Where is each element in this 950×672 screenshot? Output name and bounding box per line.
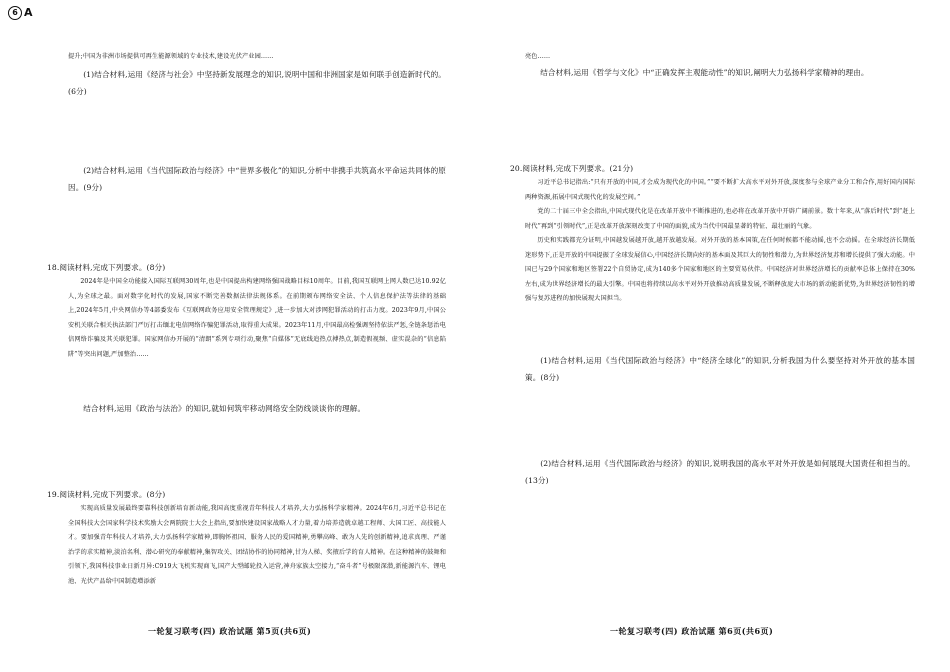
q18-req-text: 结合材料,运用《政治与法治》的知识,就如何筑牢移动网络安全防线谈谈你的理解。 — [83, 404, 366, 413]
q19-material-text: 实现高质量发展最终要靠科技创新培育新动能,我国高度重视青年科技人才培养,大力弘扬科学家精神。2024年6月,习近平总书记在全国科技大会国家科学技术奖励大会两院院士大会上指出,要加快建设国家战略人才力量,着力培养造就卓越工程师、大国工匠、高技能人才。要加强青年科技人才培养,大力弘扬科学家精神,即胸怀祖国、服务人民的爱国精神,勇攀高峰、敢为人先的创新精神,追求真理、严谨治学的求实精神,淡泊名利、潜心研究的奉献精神,集智攻关、团结协作的协同精神,甘为人梯、奖掖后学的育人精神。在这种精神的鼓舞和引领下,我国科技事业日新月异:C919大飞机实现商飞,国产大型邮轮投入运营,神舟家族太空接力,“奋斗者”号极限深潜,新能源汽车、锂电池、光伏产品给中国制造增添新 — [68, 505, 446, 585]
q17-material-tail — [68, 50, 446, 65]
q17-tail-text: 提升;中国为非洲市场提供可再生能源领域的专业技术,建设光伏产业园…… — [68, 53, 274, 60]
q20-question-2 — [525, 455, 915, 489]
right-page — [475, 0, 950, 672]
q19-requirement — [525, 64, 915, 81]
q19-material-tail — [525, 50, 915, 65]
left-footer: 一轮复习联考(四) 政治试题 第5页(共6页) — [148, 626, 312, 636]
q18-block — [47, 259, 447, 276]
q19-heading: 19.阅读材料,完成下列要求。(8分) — [47, 490, 166, 499]
q20-question-1 — [525, 352, 915, 386]
q17-2-text: (2)结合材料,运用《当代国际政治与经济》中“世界多极化”的知识,分析中非携手共筑高水平命运共同体的原因。(9分) — [68, 166, 446, 192]
q17-1-text: (1)结合材料,运用《经济与社会》中坚持新发展理念的知识,说明中国和非洲国家是如何联手创造新时代的。(6分) — [68, 70, 446, 96]
q18-requirement — [68, 400, 446, 417]
q20-paragraph-3: 历史和实践都充分证明,中国越发展越开放,越开放越发展。对外开放的基本国策,在任何时候都不能动摇,也不会动摇。在全球经济长期低迷形势下,正是开放的中国提振了全球发展信心,中国经济长期向好的基本面及其巨大的韧性和潜力,为世界经济复苏和增长提供了强大动能。中国已与29个国家和地区签署22个自贸协定,成为140多个国家和地区的主要贸易伙伴。中国经济对世界经济增长的贡献率总体上保持在30%左右,成为世界经济增长的最大引擎。中国也将持续以高水平对外开放推动高质量发展,不断释放庞大市场的新动能新优势,为世界经济韧性的增强与复苏进程的加快展现大国担当。 — [525, 237, 915, 302]
q20-paragraph-2: 党的二十届三中全会指出,中国式现代化是在改革开放中不断推进的,也必将在改革开放中开辟广阔前景。数十年来,从“落后时代”到“赶上时代”再到“引领时代”,正是改革开放深刻改变了中国的面貌,成为当代中国最显著的特征、最壮丽的气象。 — [525, 208, 915, 230]
q20-paragraph-1: 习近平总书记指出:“只有开放的中国,才会成为现代化的中国。”“要不断扩大高水平对外开放,深度参与全球产业分工和合作,用好国内国际两种资源,拓展中国式现代化的发展空间。” — [525, 179, 915, 201]
q20-2-text: (2)结合材料,运用《当代国际政治与经济》的知识,说明我国的高水平对外开放是如何展现大国责任和担当的。(13分) — [525, 459, 915, 485]
q19-tail-text: 亮色…… — [525, 53, 551, 60]
q20-block — [510, 160, 915, 177]
q19-block — [47, 486, 447, 503]
exam-version-letter: A — [24, 6, 33, 19]
q18-material — [68, 275, 446, 362]
exam-code-mark — [8, 6, 33, 20]
q20-material — [525, 176, 915, 307]
q20-heading: 20.阅读材料,完成下列要求。(21分) — [510, 164, 634, 173]
q19-material — [68, 502, 446, 589]
right-footer: 一轮复习联考(四) 政治试题 第6页(共6页) — [610, 626, 774, 636]
q17-question-2 — [68, 162, 446, 196]
q19-req-text: 结合材料,运用《哲学与文化》中“正确发挥主观能动性”的知识,阐明大力弘扬科学家精神的理由。 — [540, 68, 869, 77]
q20-1-text: (1)结合材料,运用《当代国际政治与经济》中“经济全球化”的知识,分析我国为什么要坚持对外开放的基本国策。(8分) — [525, 356, 915, 382]
circled-number-icon: 6 — [8, 6, 22, 20]
q18-heading: 18.阅读材料,完成下列要求。(8分) — [47, 263, 166, 272]
q18-material-text: 2024年是中国全功能接入国际互联网30周年,也是中国提出构建网络强国战略目标10周年。目前,我国互联网上网人数已达10.92亿人,为全球之最。面对数字化时代的发展,国家不断完善数据法律法规体系。在前期颁布网络安全法、个人信息保护法等法律的基础上,2024年5月,中央网信办等4部委发布《互联网政务应用安全管理规定》,进一步加大对涉网犯罪活动的打击力度。2023年9月,中国公安机关联合相关执法部门严厉打击缅北电信网络诈骗犯罪活动,取得重大成果。2023年11月,中国最高检强调坚持依法严惩,全链条惩治电信网络诈骗及其关联犯罪。国家网信办开展的“清朗”系列专项行动,聚焦“自媒体”无底线追热点搏热点,制造假视频、虚实混杂的“信息陷阱”等突出问题,严加整治…… — [68, 278, 446, 358]
q17-question-1 — [68, 66, 446, 100]
